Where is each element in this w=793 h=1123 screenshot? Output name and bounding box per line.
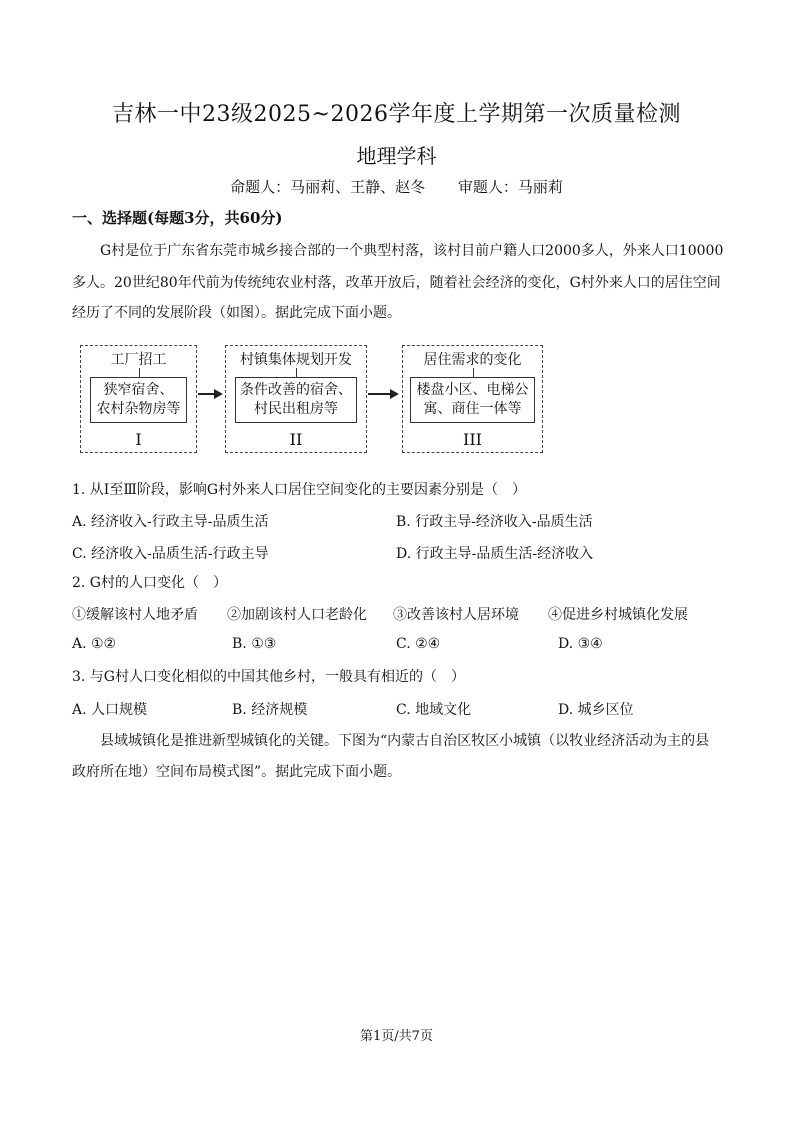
stage-1-line1: 狭窄宿舍、 [103,382,174,398]
stage-2-line1: 条件改善的宿舍、 [240,382,352,398]
q3-stem: 3. 与G村人口变化相似的中国其他乡村，一般具有相近的（ ） [72,669,465,685]
q3-option-d[interactable]: D. 城乡区位 [558,702,634,718]
stage-2-line2: 村民出租房等 [254,401,338,417]
q3-option-b[interactable]: B. 经济规模 [232,702,308,718]
stage-3-title: 居住需求的变化 [423,352,522,368]
stage-3-line2: 寓、商住一体等 [423,401,522,417]
passage2-line2: 政府所在地）空间布局模式图”。据此完成下面小题。 [72,764,402,780]
q2-option-a[interactable]: A. ①② [72,636,117,652]
q2-option-b[interactable]: B. ①③ [232,636,277,652]
passage1-line1: G村是位于广东省东莞市城乡接合部的一个典型村落，该村目前户籍人口2000多人，外来人口10000 [100,243,724,259]
q2-option-d[interactable]: D. ③④ [558,636,603,652]
stage-3-numeral: III [463,430,482,449]
stage-1-title: 工厂招工 [110,352,167,368]
exam-title: 吉林一中23级2025~2026学年度上学期第一次质量检测 [112,102,681,127]
stage-3-connector [473,368,474,377]
q1-option-c[interactable]: C. 经济收入-品质生活-行政主导 [72,546,269,562]
passage1-line3: 经历了不同的发展阶段（如图）。据此完成下面小题。 [72,305,401,321]
stage-2-title: 村镇集体规划开发 [240,352,352,368]
q1-stem: 1. 从Ⅰ至Ⅲ阶段，影响G村外来人口居住空间变化的主要因素分别是（ ） [72,482,527,498]
stage-3-line1: 楼盘小区、电梯公 [416,382,529,398]
arrow-right-icon [368,387,400,401]
section-heading: 一、选择题(每题3分，共60分) [72,209,283,227]
setter: 命题人：马丽莉、王静、赵冬 [230,178,426,196]
subject-title: 地理学科 [356,144,437,168]
q3-option-c[interactable]: C. 地域文化 [396,702,472,718]
stage-3 [402,345,543,453]
stage-1-connector [139,368,140,377]
stage-1-box [90,377,187,423]
authors-line [0,176,793,197]
q1-option-b[interactable]: B. 行政主导-经济收入-品质生活 [396,514,593,530]
passage2-line1: 县域城镇化是推进新型城镇化的关键。下图为“内蒙古自治区牧区小城镇（以牧业经济活动为主的县 [100,733,710,749]
q1-option-a[interactable]: A. 经济收入-行政主导-品质生活 [72,514,269,530]
q2-statement-1: ①缓解该村人地矛盾 [72,607,198,623]
stage-2-box [235,377,357,423]
q2-option-c[interactable]: C. ②④ [396,636,441,652]
q3-option-a[interactable]: A. 人口规模 [72,702,148,718]
stage-2-connector [296,368,297,377]
q2-statement-2: ②加剧该村人口老龄化 [227,607,367,623]
page-footer: 第1页/共7页 [360,1029,433,1044]
arrow-right-icon [198,387,224,401]
stage-3-box [410,377,535,423]
passage1-line2: 多人。20世纪80年代前为传统纯农业村落，改革开放后，随着社会经济的变化，G村外来人口的居住空间 [72,275,721,291]
q2-statement-4: ④促进乡村城镇化发展 [548,607,688,623]
stage-2-numeral: II [289,430,303,449]
stage-1 [80,345,197,453]
q2-statement-3: ③改善该村人居环境 [393,607,519,623]
stage-1-line2: 农村杂物房等 [96,401,181,417]
q1-option-d[interactable]: D. 行政主导-品质生活-经济收入 [396,546,594,562]
q2-stem: 2. G村的人口变化（ ） [72,575,227,591]
stage-2 [225,345,367,453]
reviewer: 审题人：马丽莉 [457,178,563,196]
stage-1-numeral: I [135,430,142,449]
